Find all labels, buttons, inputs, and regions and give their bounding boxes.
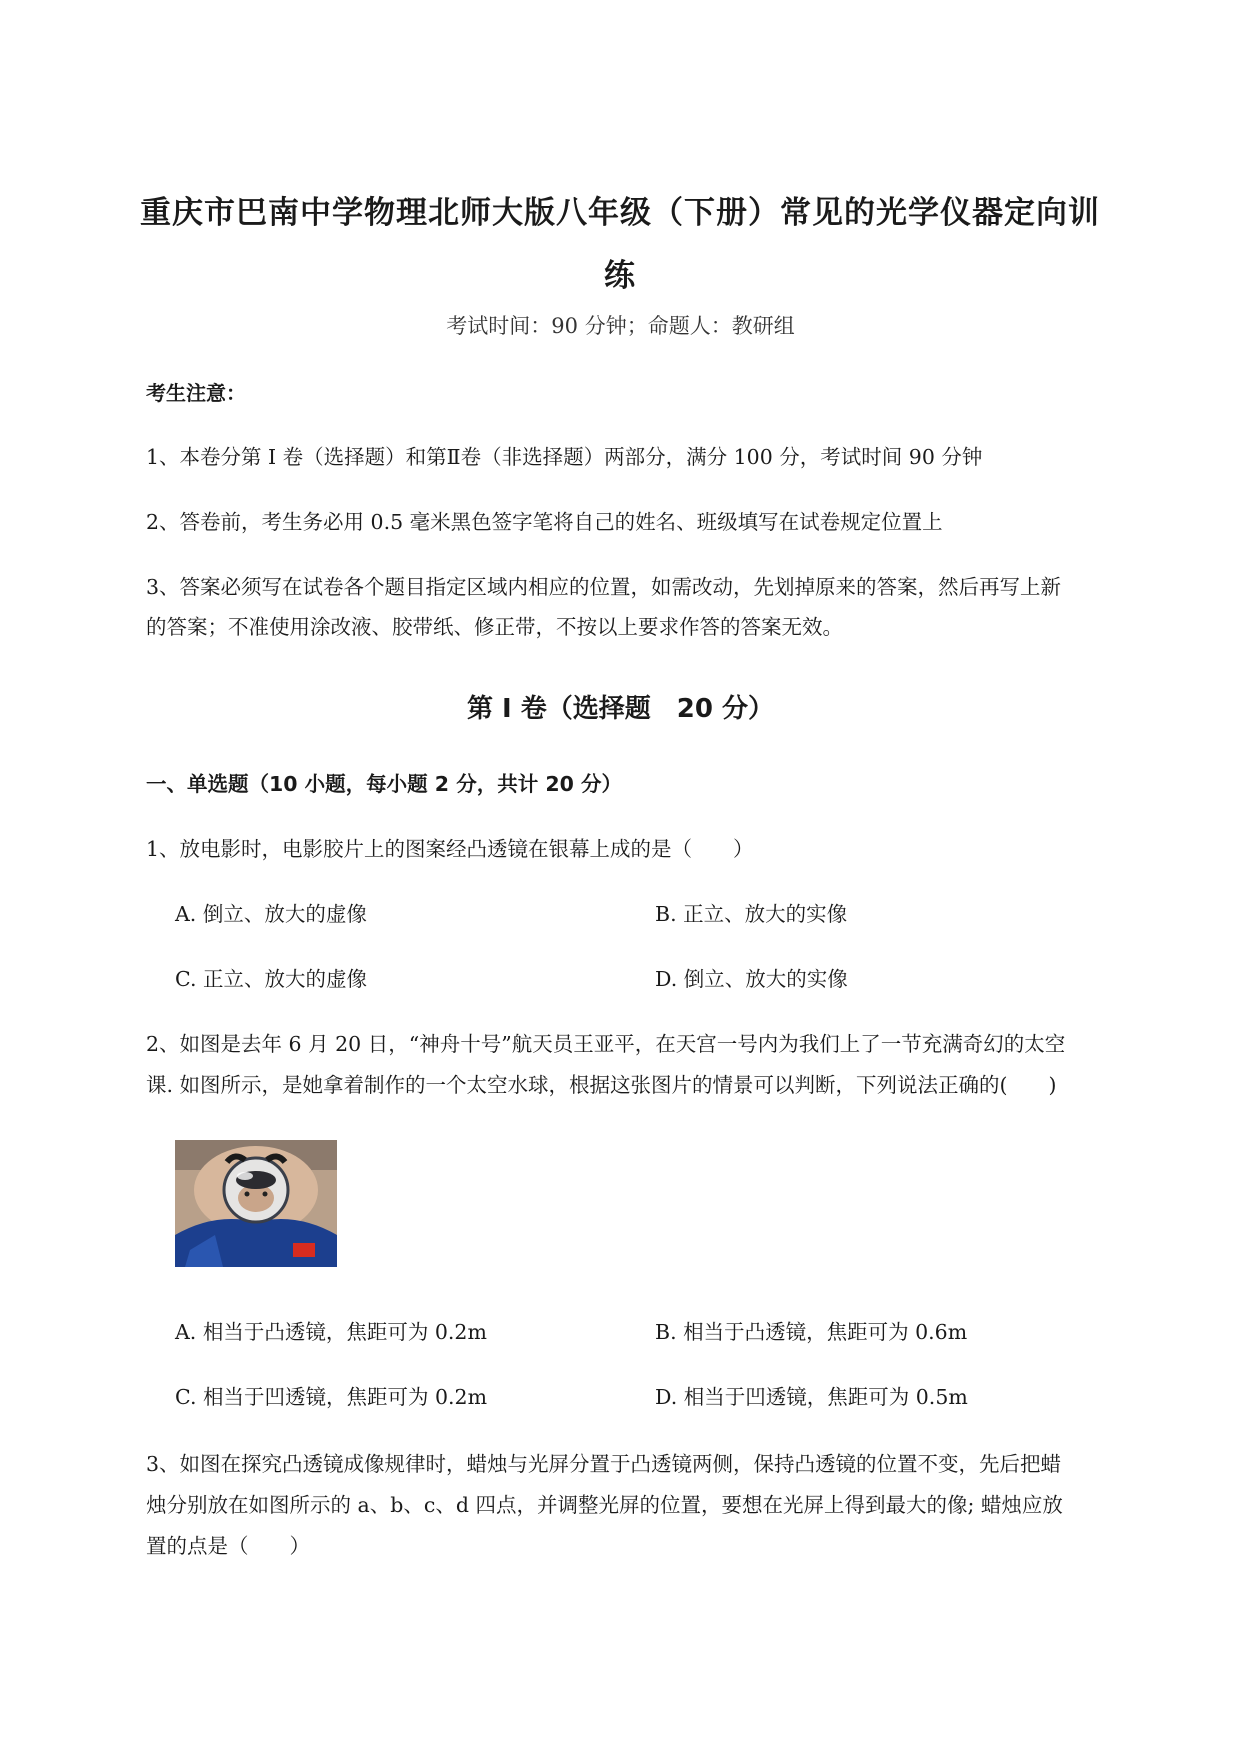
question-2-option-c[interactable]: C. 相当于凹透镜，焦距可为 0.2m bbox=[175, 1385, 488, 1409]
notice-item: 1、本卷分第 I 卷（选择题）和第Ⅱ卷（非选择题）两部分，满分 100 分，考试时间 90 分钟 bbox=[146, 445, 983, 469]
section-heading: 第 I 卷（选择题 20 分） bbox=[466, 694, 774, 724]
question-2-option-d[interactable]: D. 相当于凹透镜，焦距可为 0.5m bbox=[655, 1385, 968, 1409]
exam-title-line1: 重庆市巴南中学物理北师大版八年级（下册）常见的光学仪器定向训 bbox=[140, 195, 1100, 231]
question-1-option-d[interactable]: D. 倒立、放大的实像 bbox=[655, 967, 848, 991]
notice-item: 3、答案必须写在试卷各个题目指定区域内相应的位置，如需改动，先划掉原来的答案，然后再写上新 bbox=[146, 575, 1062, 599]
question-2-option-a[interactable]: A. 相当于凸透镜，焦距可为 0.2m bbox=[175, 1320, 487, 1344]
question-3-stem-continued: 置的点是（ ） bbox=[146, 1534, 310, 1558]
notice-heading: 考生注意： bbox=[146, 381, 246, 405]
question-1-option-c[interactable]: C. 正立、放大的虚像 bbox=[175, 967, 367, 991]
question-1-stem: 1、放电影时，电影胶片上的图案经凸透镜在银幕上成的是（ ） bbox=[146, 837, 754, 861]
question-3-stem-continued: 烛分别放在如图所示的 a、b、c、d 四点，并调整光屏的位置，要想在光屏上得到最大的像; 蜡烛应放 bbox=[146, 1493, 1063, 1517]
notice-item-continued: 的答案；不准使用涂改液、胶带纸、修正带，不按以上要求作答的答案无效。 bbox=[146, 615, 843, 639]
exam-title-line2: 练 bbox=[604, 258, 636, 294]
question-2-stem: 2、如图是去年 6 月 20 日，“神舟十号”航天员王亚平，在天宫一号内为我们上了一节充满奇幻的太空 bbox=[146, 1032, 1066, 1056]
question-2-stem-continued: 课. 如图所示，是她拿着制作的一个太空水球，根据这张图片的情景可以判断，下列说法正确的( ) bbox=[146, 1073, 1057, 1097]
exam-info: 考试时间：90 分钟；命题人：教研组 bbox=[446, 314, 795, 338]
water-ball-photo bbox=[175, 1140, 337, 1267]
question-2-option-b[interactable]: B. 相当于凸透镜，焦距可为 0.6m bbox=[655, 1320, 968, 1344]
part-heading: 一、单选题（10 小题，每小题 2 分，共计 20 分） bbox=[146, 772, 623, 796]
question-1-option-b[interactable]: B. 正立、放大的实像 bbox=[655, 902, 848, 926]
notice-item: 2、答卷前，考生务必用 0.5 毫米黑色签字笔将自己的姓名、班级填写在试卷规定位置上 bbox=[146, 510, 943, 534]
question-1-option-a[interactable]: A. 倒立、放大的虚像 bbox=[175, 902, 367, 926]
question-3-stem: 3、如图在探究凸透镜成像规律时，蜡烛与光屏分置于凸透镜两侧，保持凸透镜的位置不变，先后把蜡 bbox=[146, 1452, 1062, 1476]
